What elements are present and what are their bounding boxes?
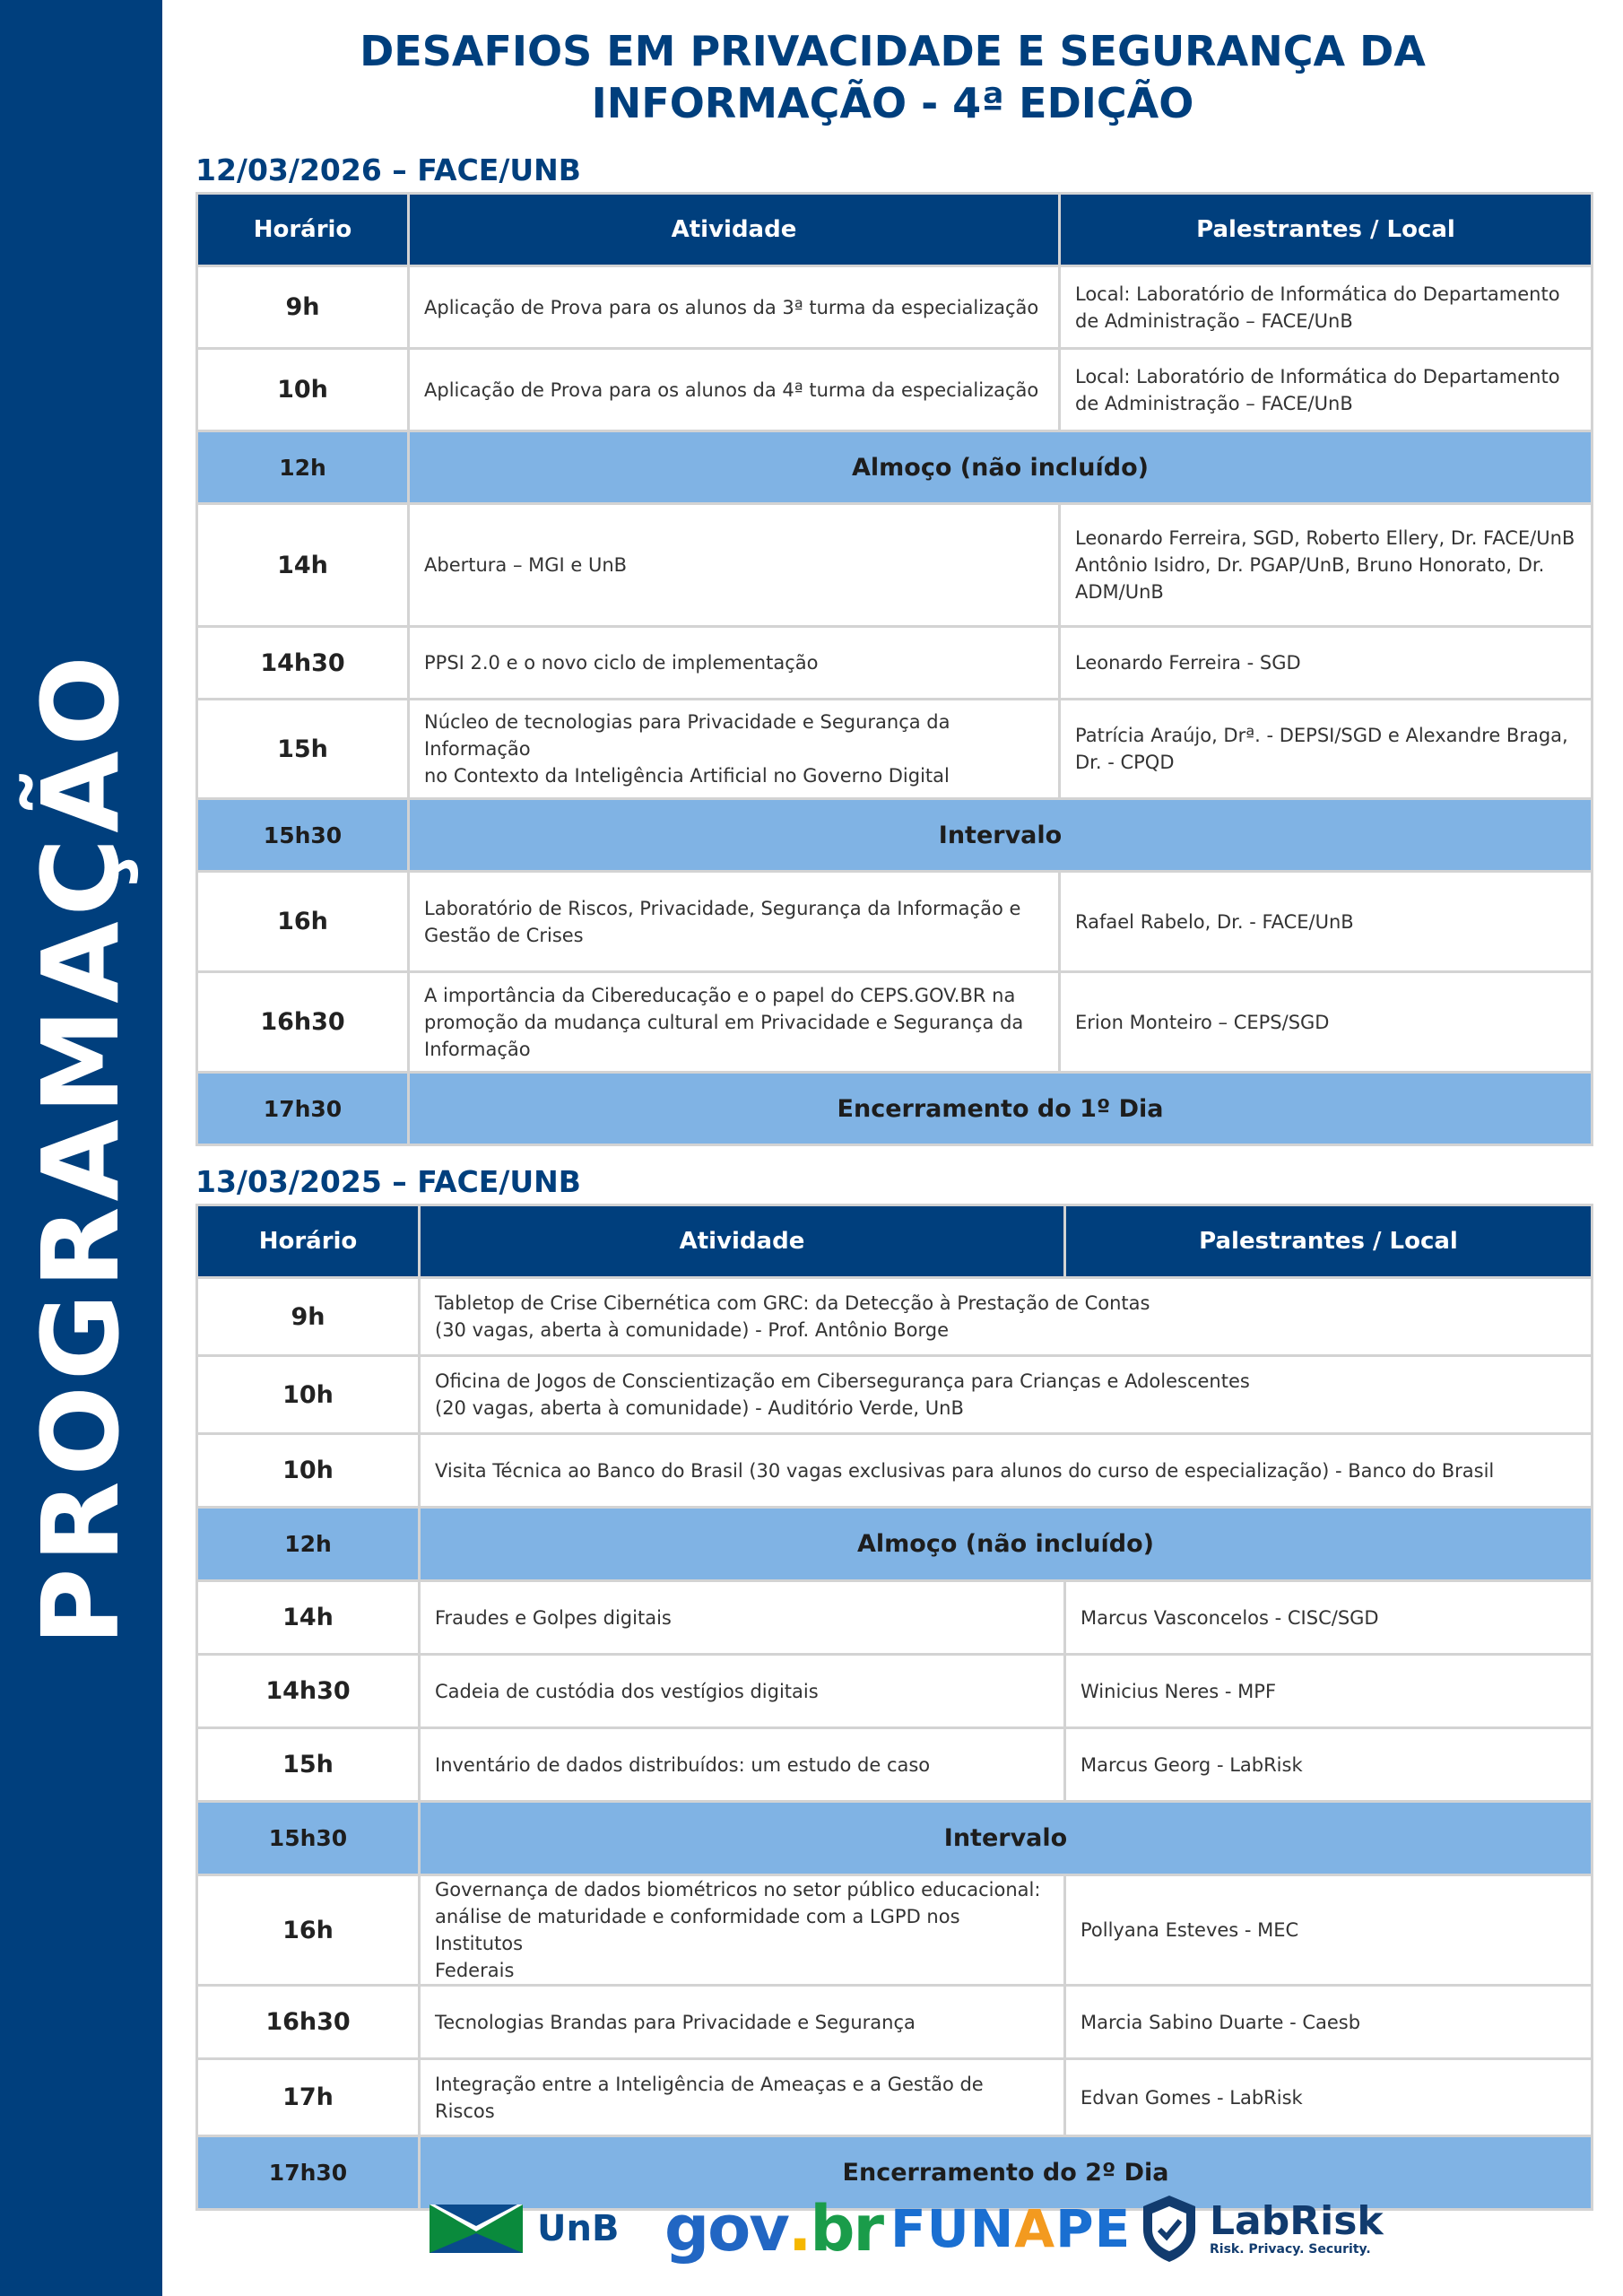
- text-line: Gestão de Crises: [424, 924, 584, 946]
- funape-logo: [890, 2188, 1131, 2269]
- time-cell: 12h: [197, 431, 409, 504]
- govbr-logo: [664, 2188, 882, 2269]
- day2-heading: 13/03/2025 – FACE/UNB: [195, 1164, 581, 1199]
- sidebar-label: PROGRAMAÇÃO: [19, 650, 143, 1646]
- time-cell: 12h: [197, 1508, 420, 1581]
- break-row: [197, 1508, 1593, 1581]
- time-cell: 16h30: [197, 1986, 420, 2059]
- header-time: Horário: [197, 194, 409, 266]
- text-line: Aplicação de Prova para os alunos da 4ª turma da especialização: [424, 378, 1039, 401]
- activity-cell: [409, 627, 1060, 700]
- text-line: de Administração – FACE/UnB: [1075, 309, 1353, 332]
- text-line: Erion Monteiro – CEPS/SGD: [1075, 1011, 1330, 1033]
- time-cell: 14h: [197, 504, 409, 627]
- labrisk-logo-text: LabRisk: [1210, 2198, 1384, 2244]
- header-speakers: Palestrantes / Local: [1060, 194, 1593, 266]
- unb-emblem-icon: [430, 2205, 523, 2253]
- header-activity: Atividade: [409, 194, 1060, 266]
- time-cell: 15h30: [197, 1802, 420, 1875]
- funape-logo-text: FUNAPE: [890, 2198, 1132, 2259]
- time-cell: 16h30: [197, 972, 409, 1073]
- table-row: [197, 1581, 1593, 1655]
- text-line: Marcus Georg - LabRisk: [1081, 1753, 1303, 1776]
- time-cell: 10h: [197, 1356, 420, 1434]
- speakers-cell: [1060, 349, 1593, 431]
- time-cell: 15h30: [197, 799, 409, 872]
- speakers-cell: [1065, 1875, 1593, 1986]
- text-line: Laboratório de Riscos, Privacidade, Segurança da Informação e: [424, 897, 1021, 919]
- break-label: Almoço (não incluído): [420, 1508, 1593, 1581]
- sidebar-banner: [0, 0, 162, 2296]
- text-line: Pollyana Esteves - MEC: [1081, 1919, 1299, 1941]
- activity-cell: [409, 349, 1060, 431]
- table-row: [197, 872, 1593, 972]
- activity-cell: [420, 1356, 1593, 1434]
- break-label: Encerramento do 1º Dia: [409, 1073, 1593, 1145]
- table-row: [197, 1875, 1593, 1986]
- table-row: [197, 1278, 1593, 1356]
- activity-cell: [420, 1875, 1065, 1986]
- text-line: de Administração – FACE/UnB: [1075, 392, 1353, 414]
- text-line: Leonardo Ferreira, SGD, Roberto Ellery, Dr. FACE/UnB: [1075, 527, 1575, 549]
- text-line: A importância da Cibereducação e o papel do CEPS.GOV.BR na: [424, 984, 1016, 1006]
- text-line: Leonardo Ferreira - SGD: [1075, 652, 1301, 674]
- table-row: [197, 504, 1593, 627]
- time-cell: 9h: [197, 1278, 420, 1356]
- speakers-cell: [1065, 1581, 1593, 1655]
- table-row: [197, 1434, 1593, 1508]
- table-row: [197, 1356, 1593, 1434]
- time-cell: 17h30: [197, 2136, 420, 2210]
- table-row: [197, 1986, 1593, 2059]
- text-line: promoção da mudança cultural em Privacidade e Segurança da: [424, 1011, 1024, 1033]
- text-line: Informação: [424, 1038, 531, 1060]
- text-line: Núcleo de tecnologias para Privacidade e Segurança da Informação: [424, 711, 950, 760]
- activity-cell: [409, 504, 1060, 627]
- page-title: [162, 25, 1623, 129]
- time-cell: 16h: [197, 1875, 420, 1986]
- table-row: [197, 627, 1593, 700]
- text-line: Marcus Vasconcelos - CISC/SGD: [1081, 1606, 1379, 1629]
- header-speakers: Palestrantes / Local: [1065, 1205, 1593, 1278]
- time-cell: 17h30: [197, 1073, 409, 1145]
- table-row: [197, 2059, 1593, 2136]
- activity-cell: [409, 700, 1060, 799]
- break-label: Intervalo: [420, 1802, 1593, 1875]
- day1-heading: 12/03/2026 – FACE/UNB: [195, 152, 581, 187]
- text-line: Visita Técnica ao Banco do Brasil (30 vagas exclusivas para alunos do curso de especialização) - Banco do Brasil: [435, 1459, 1495, 1482]
- break-label: Intervalo: [409, 799, 1593, 872]
- text-line: Local: Laboratório de Informática do Departamento: [1075, 283, 1560, 305]
- unb-logo: [430, 2188, 619, 2269]
- text-line: Winicius Neres - MPF: [1081, 1680, 1277, 1702]
- unb-logo-text: UnB: [537, 2208, 620, 2249]
- break-label: Encerramento do 2º Dia: [420, 2136, 1593, 2210]
- header-time: Horário: [197, 1205, 420, 1278]
- day2-schedule-table: [195, 1204, 1593, 2211]
- text-line: Governança de dados biométricos no setor público educacional:: [435, 1879, 1041, 1900]
- speakers-cell: [1065, 1728, 1593, 1802]
- text-line: Cadeia de custódia dos vestígios digitais: [435, 1680, 819, 1702]
- text-line: Aplicação de Prova para os alunos da 3ª turma da especialização: [424, 296, 1039, 318]
- speakers-cell: [1060, 266, 1593, 349]
- table-row: [197, 266, 1593, 349]
- text-line: Local: Laboratório de Informática do Departamento: [1075, 365, 1560, 387]
- text-line: Dr. - CPQD: [1075, 752, 1175, 773]
- time-cell: 14h30: [197, 1655, 420, 1728]
- table-header-row: [197, 194, 1593, 266]
- text-line: Oficina de Jogos de Conscientização em Cibersegurança para Crianças e Adolescentes: [435, 1370, 1250, 1392]
- speakers-cell: [1060, 972, 1593, 1073]
- header-activity: Atividade: [420, 1205, 1065, 1278]
- time-cell: 10h: [197, 349, 409, 431]
- activity-cell: [420, 1278, 1593, 1356]
- text-line: Abertura – MGI e UnB: [424, 554, 628, 576]
- activity-cell: [420, 1581, 1065, 1655]
- govbr-logo-text-br: br: [810, 2192, 883, 2266]
- activity-cell: [420, 1728, 1065, 1802]
- time-cell: 17h: [197, 2059, 420, 2136]
- time-cell: 9h: [197, 266, 409, 349]
- shield-icon: [1140, 2194, 1199, 2264]
- time-cell: 10h: [197, 1434, 420, 1508]
- activity-cell: [420, 1434, 1593, 1508]
- day1-schedule-table: [195, 192, 1593, 1146]
- speakers-cell: [1060, 700, 1593, 799]
- table-row: [197, 972, 1593, 1073]
- speakers-cell: [1065, 2059, 1593, 2136]
- table-row: [197, 700, 1593, 799]
- time-cell: 14h: [197, 1581, 420, 1655]
- text-line: Federais: [435, 1960, 515, 1981]
- text-line: no Contexto da Inteligência Artificial no Governo Digital: [424, 765, 950, 787]
- time-cell: 15h: [197, 1728, 420, 1802]
- text-line: análise de maturidade e conformidade com a LGPD nos Institutos: [435, 1906, 960, 1954]
- page-title-line-2: INFORMAÇÃO - 4ª EDIÇÃO: [591, 79, 1194, 127]
- time-cell: 15h: [197, 700, 409, 799]
- text-line: Rafael Rabelo, Dr. - FACE/UnB: [1075, 910, 1354, 933]
- text-line: Marcia Sabino Duarte - Caesb: [1081, 2011, 1361, 2033]
- table-row: [197, 349, 1593, 431]
- time-cell: 16h: [197, 872, 409, 972]
- text-line: (30 vagas, aberta à comunidade) - Prof. Antônio Borge: [435, 1319, 950, 1341]
- table-row: [197, 1728, 1593, 1802]
- govbr-logo-text-gov: gov: [664, 2192, 788, 2266]
- activity-cell: [420, 1986, 1065, 2059]
- break-row: [197, 799, 1593, 872]
- govbr-logo-dot: .: [787, 2192, 811, 2266]
- speakers-cell: [1065, 1986, 1593, 2059]
- break-row: [197, 431, 1593, 504]
- text-line: ADM/UnB: [1075, 581, 1164, 603]
- text-line: Fraudes e Golpes digitais: [435, 1606, 672, 1629]
- text-line: Antônio Isidro, Dr. PGAP/UnB, Bruno Honorato, Dr.: [1075, 554, 1545, 576]
- time-cell: 14h30: [197, 627, 409, 700]
- break-row: [197, 1802, 1593, 1875]
- activity-cell: [409, 266, 1060, 349]
- labrisk-tagline: Risk. Privacy. Security.: [1210, 2242, 1371, 2257]
- table-row: [197, 1655, 1593, 1728]
- table-header-row: [197, 1205, 1593, 1278]
- speakers-cell: [1060, 504, 1593, 627]
- text-line: Integração entre a Inteligência de Ameaças e a Gestão de Riscos: [435, 2073, 984, 2122]
- text-line: Tecnologias Brandas para Privacidade e Segurança: [435, 2011, 916, 2033]
- text-line: Patrícia Araújo, Drª. - DEPSI/SGD e Alexandre Braga,: [1075, 725, 1568, 746]
- activity-cell: [420, 2059, 1065, 2136]
- text-line: Tabletop de Crise Cibernética com GRC: da Detecção à Prestação de Contas: [435, 1292, 1150, 1314]
- labrisk-logo: [1140, 2188, 1384, 2269]
- text-line: Inventário de dados distribuídos: um estudo de caso: [435, 1753, 931, 1776]
- text-line: Edvan Gomes - LabRisk: [1081, 2086, 1303, 2109]
- text-line: (20 vagas, aberta à comunidade) - Auditório Verde, UnB: [435, 1397, 964, 1419]
- activity-cell: [409, 972, 1060, 1073]
- text-line: PPSI 2.0 e o novo ciclo de implementação: [424, 652, 819, 674]
- activity-cell: [420, 1655, 1065, 1728]
- break-label: Almoço (não incluído): [409, 431, 1593, 504]
- page-title-line-1: DESAFIOS EM PRIVACIDADE E SEGURANÇA DA: [360, 27, 1426, 75]
- partner-logos: [162, 2188, 1623, 2287]
- speakers-cell: [1060, 872, 1593, 972]
- speakers-cell: [1060, 627, 1593, 700]
- activity-cell: [409, 872, 1060, 972]
- break-row: [197, 1073, 1593, 1145]
- speakers-cell: [1065, 1655, 1593, 1728]
